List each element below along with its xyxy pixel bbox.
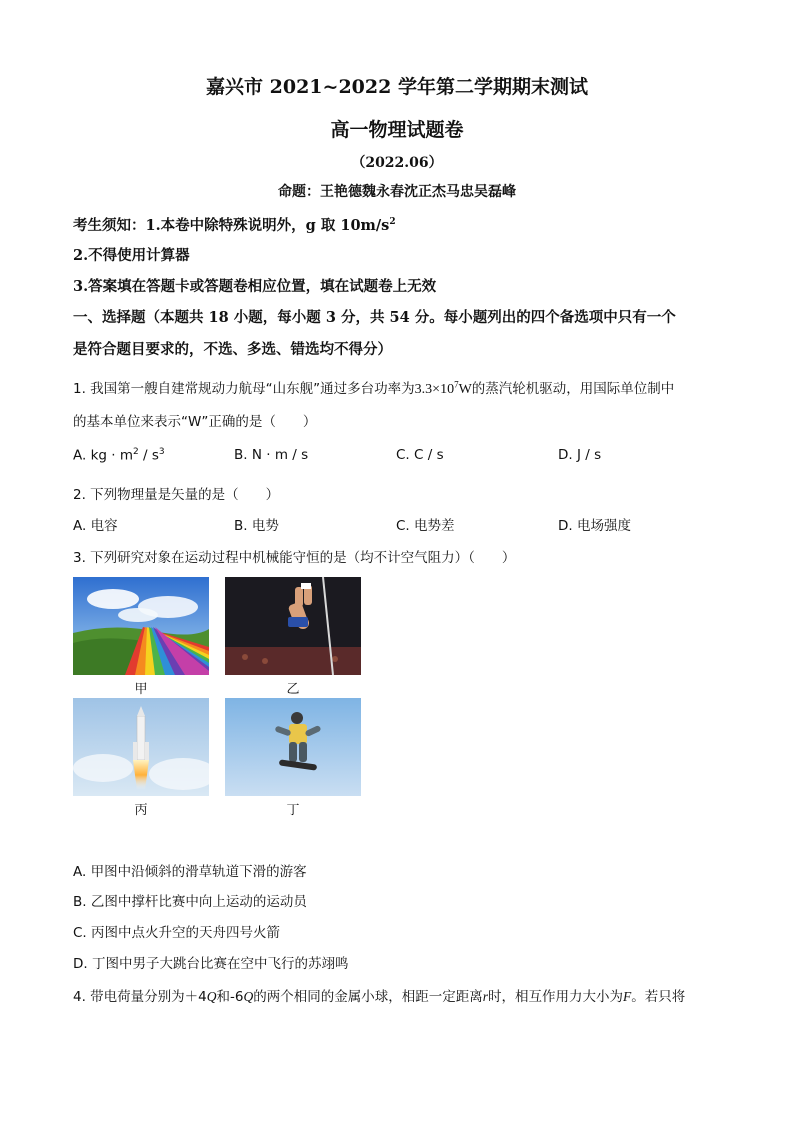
note-line-3: 3.答案填在答题卡或答题卷相应位置，填在试题卷上无效 (73, 278, 437, 295)
exam-title: 嘉兴市 2021~2022 学年第二学期期末测试 (206, 76, 588, 98)
q3-caption-ding: 丁 (286, 803, 300, 818)
rocket-launch-photo (73, 698, 209, 796)
q3-caption-yi: 乙 (286, 682, 300, 697)
q3-photo-jia (73, 577, 209, 675)
note-line-2: 2.不得使用计算器 (73, 247, 190, 264)
q4-f-symbol: F (623, 989, 632, 1004)
q1-option-d: D. J / s (558, 447, 602, 463)
q3-photo-ding (225, 698, 361, 796)
snowboard-photo (225, 698, 361, 796)
q1-power-unit: W (458, 382, 472, 397)
q1-stem-part-b: 的蒸汽轮机驱动，用国际单位制中 (471, 381, 675, 397)
exam-authors: 命题：王艳德魏永春沈正杰马忠吴磊峰 (278, 184, 516, 200)
exam-subtitle: 高一物理试题卷 (330, 119, 464, 141)
q4-part-5: 。若只将 (631, 989, 686, 1005)
q3-option-a: A. 甲图中沿倾斜的滑草轨道下滑的游客 (73, 864, 307, 880)
q3-caption-jia: 甲 (134, 682, 148, 697)
q1-option-a-sup2: 3 (158, 447, 165, 457)
q4-stem-line-1 (73, 985, 685, 1005)
q1-option-a-mid: / s (138, 447, 159, 464)
q4-r-symbol: r (482, 989, 488, 1004)
note-line-1 (73, 214, 396, 235)
q2-option-d: D. 电场强度 (558, 518, 631, 534)
q4-q-symbol-2: Q (243, 989, 254, 1004)
q1-stem-part-a: 1. 我国第一艘自建常规动力航母“山东舰”通过多台功率为 (73, 381, 415, 397)
q1-option-b: B. N · m / s (234, 447, 309, 463)
q3-option-d: D. 丁图中男子大跳台比赛在空中飞行的苏翊鸣 (73, 956, 349, 972)
q1-option-a-sup1: 2 (133, 447, 139, 457)
q1-option-a (73, 447, 165, 464)
q2-option-a: A. 电容 (73, 518, 118, 534)
q3-photo-yi (225, 577, 361, 675)
q1-power (414, 379, 472, 397)
q2-option-b: B. 电势 (234, 518, 279, 534)
pole-vault-photo (225, 577, 361, 675)
q2-option-c: C. 电势差 (396, 518, 455, 534)
q3-stem: 3. 下列研究对象在运动过程中机械能守恒的是（均不计空气阻力）（ ） (73, 550, 516, 566)
q1-stem-line-1 (73, 377, 674, 398)
q1-option-a-text: A. kg · m (73, 447, 133, 464)
q4-q-symbol: Q (206, 989, 217, 1004)
q3-option-b: B. 乙图中撑杆比赛中向上运动的运动员 (73, 894, 307, 910)
note-line-1-text: 考生须知：1.本卷中除特殊说明外，g 取 10m/s (73, 217, 390, 234)
q2-stem: 2. 下列物理量是矢量的是（ ） (73, 487, 280, 503)
q1-power-exp: 7 (454, 379, 459, 390)
note-line-1-sup: 2 (389, 217, 396, 228)
q4-part-4: 时，相互作用力大小为 (488, 989, 623, 1005)
exam-date: （2022.06） (351, 155, 443, 171)
q3-photo-bing (73, 698, 209, 796)
q1-power-base: 3.3×10 (414, 382, 455, 397)
q1-option-c: C. C / s (396, 447, 444, 463)
q3-option-c: C. 丙图中点火升空的天舟四号火箭 (73, 925, 281, 941)
section-heading-line-2: 是符合题目要求的，不选、多选、错选均不得分） (73, 341, 392, 358)
q4-part-2: 和-6 (216, 989, 244, 1005)
q4-part-1: 4. 带电荷量分别为＋4 (73, 989, 207, 1005)
q3-caption-bing: 丙 (134, 803, 148, 818)
rainbow-slide-photo (73, 577, 209, 675)
q4-part-3: 的两个相同的金属小球，相距一定距离 (253, 989, 483, 1005)
q1-stem-line-2: 的基本单位来表示“W”正确的是（ ） (73, 414, 317, 430)
section-heading-line-1: 一、选择题（本题共 18 小题，每小题 3 分，共 54 分。每小题列出的四个备选项中只有一个 (73, 309, 676, 326)
